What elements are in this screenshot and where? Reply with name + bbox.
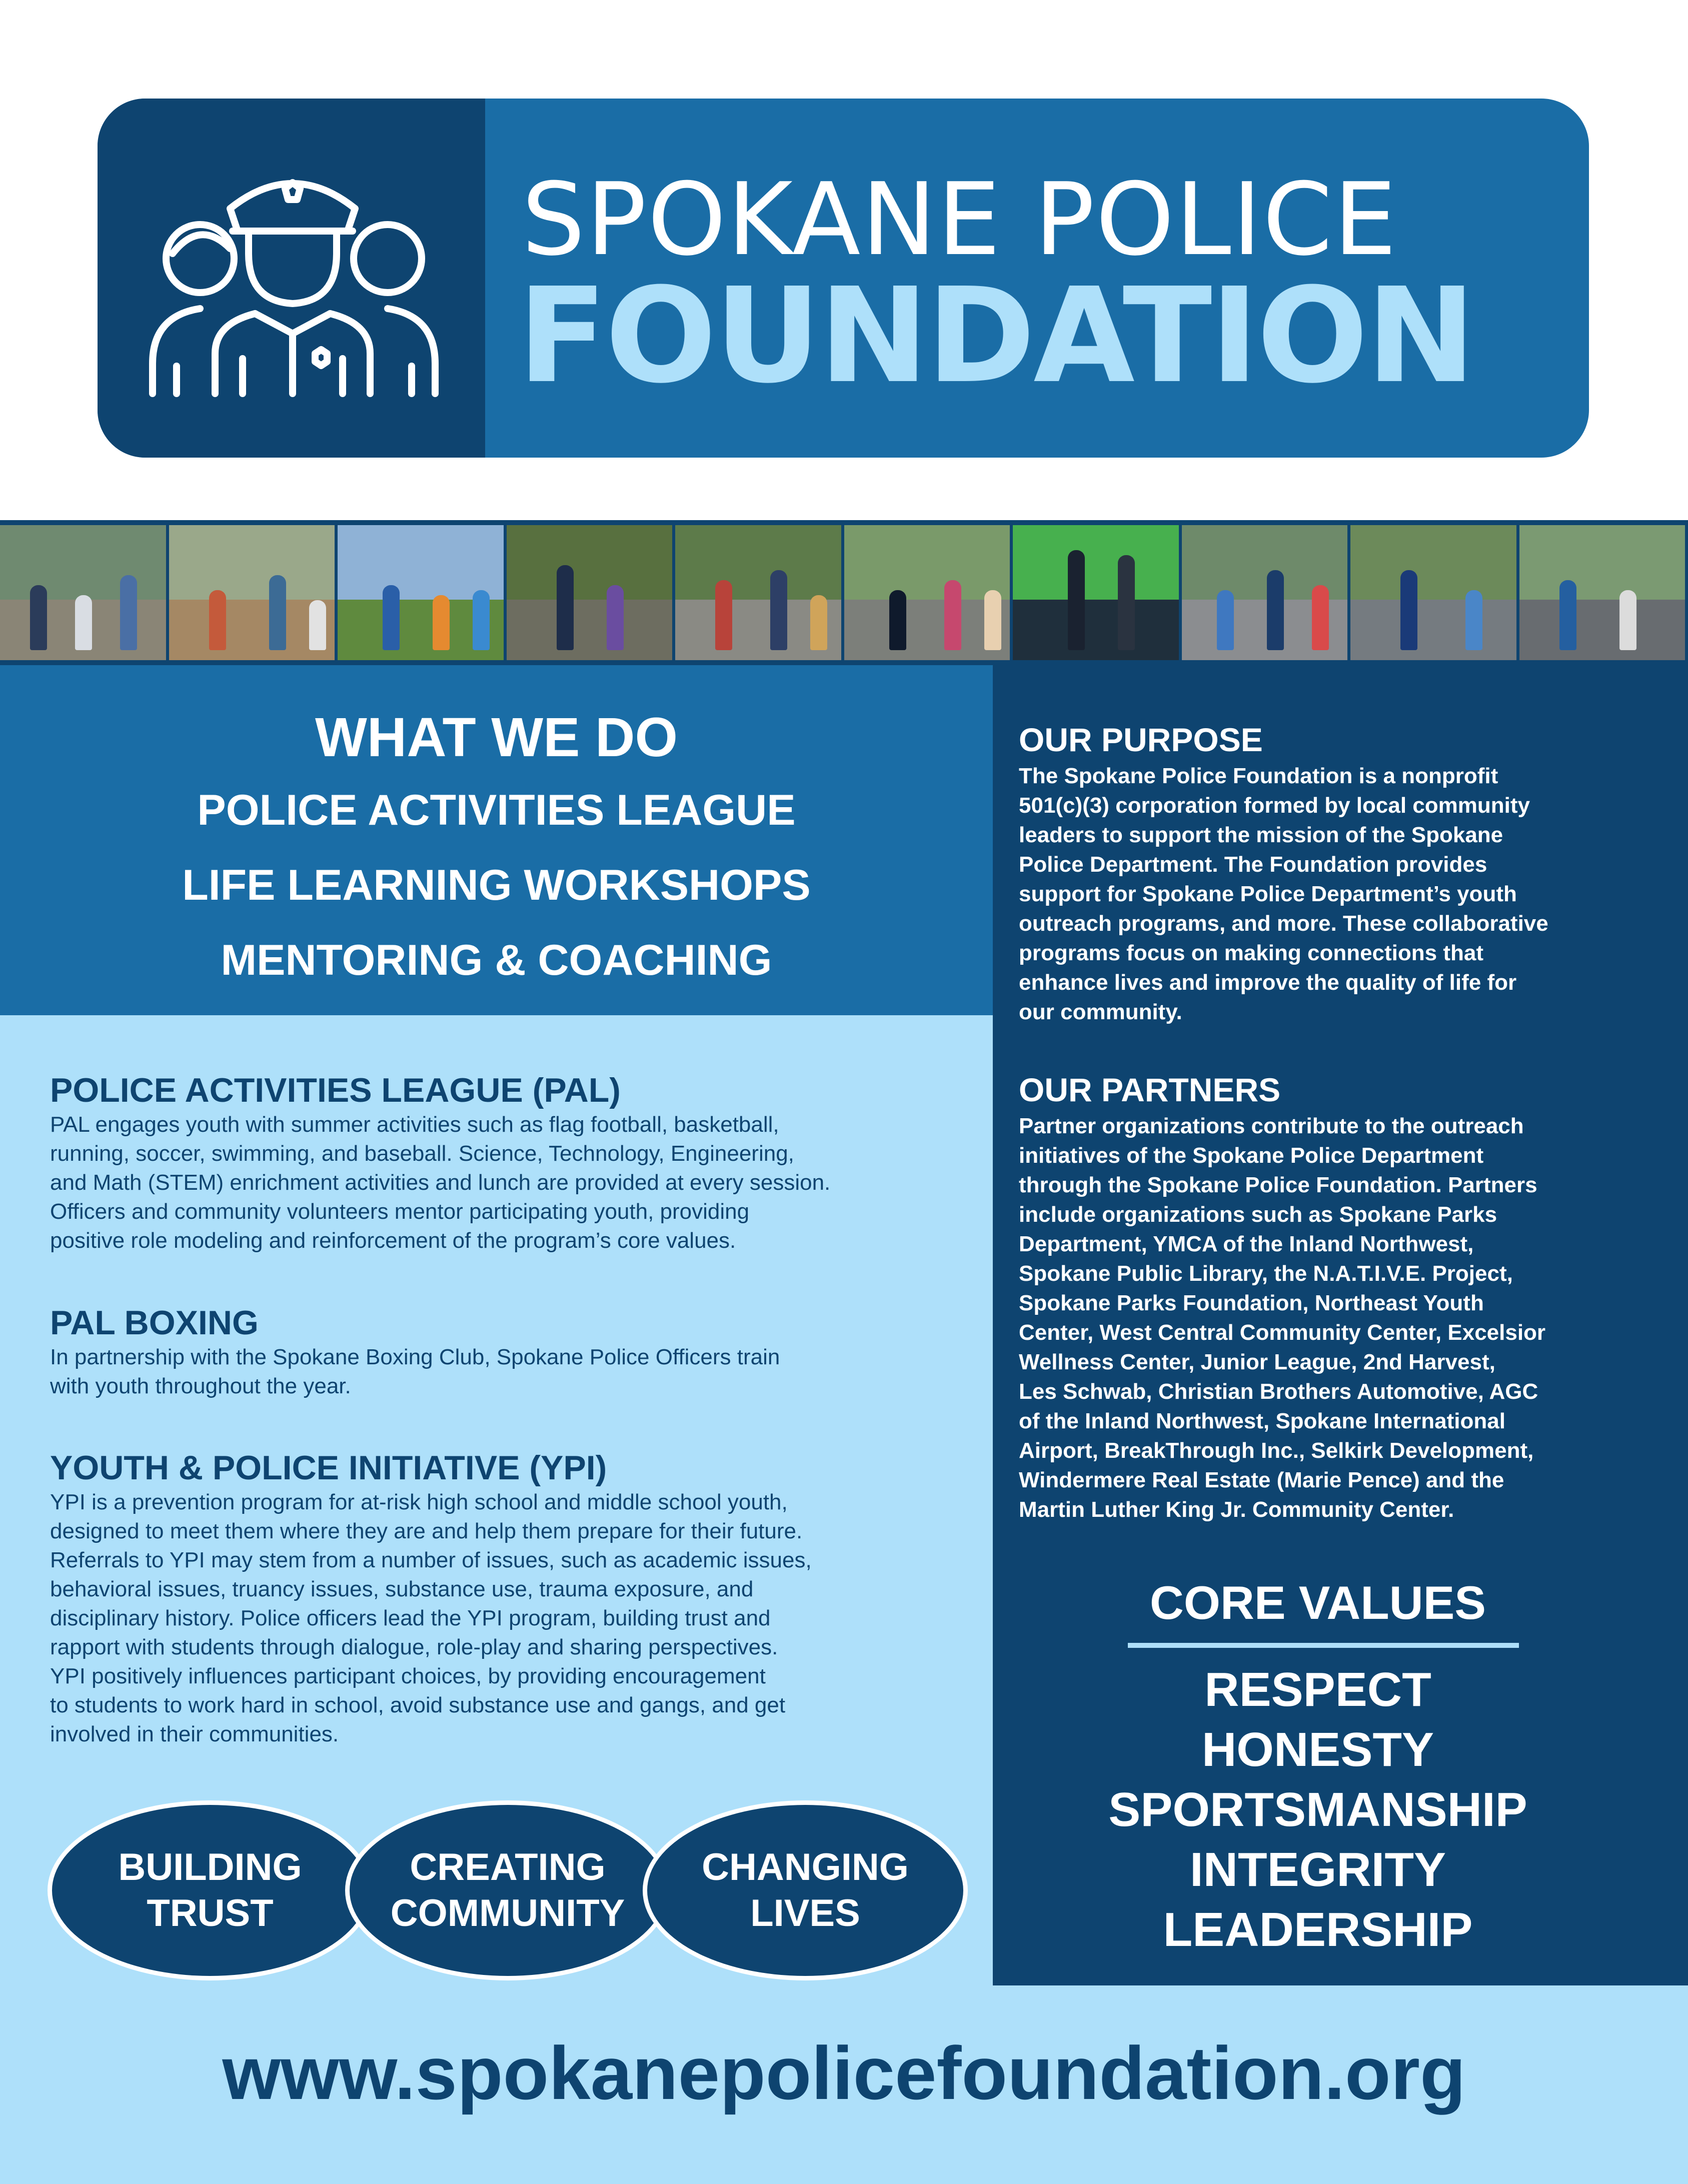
ypi-body: YPI is a prevention program for at-risk high school and middle school youth, designed to meet them where they are and help them prepare for their future. Referrals to YPI may stem from a number of issues, such as academic issues, behavioral issues, truancy issues, substance use, trauma exposure, and disciplinary history. Police officers lead the YPI program, building trust and rapport with students through dialogue, role-play and sharing perspectives. YPI positively influences participant choices, by providing encouragement to students to work hard in school, avoid substance use and gangs, and get involved in their communities. (50, 1490, 812, 1746)
pal-body: PAL engages youth with summer activities such as flag football, basketball, running, soccer, swimming, and baseball. Science, Technology, Engineering, and Math (STEM) enrichment activities and lunch are provided at every session. Officers and community volunteers mentor participating youth, providing positive role modeling and reinforcement of the program’s core values. (50, 1112, 831, 1253)
oval-building-trust (48, 1800, 373, 1980)
photo-youth-basketball (0, 525, 169, 660)
photo-strip (0, 520, 1688, 665)
core-value-item: LEADERSHIP (1163, 1903, 1473, 1956)
core-values-divider (1128, 1643, 1519, 1648)
photo-youth-baseball (169, 525, 338, 660)
photo-kids-on-court (1182, 525, 1351, 660)
what-we-do-item: MENTORING & COACHING (221, 936, 772, 984)
photo-officer-basketball (1350, 525, 1519, 660)
title-line-2: FOUNDATION (518, 260, 1474, 412)
oval-label: CREATING COMMUNITY (390, 1846, 625, 1934)
photo-park-activity (675, 525, 844, 660)
our-purpose-title: OUR PURPOSE (1019, 721, 1263, 758)
logo-panel (98, 99, 485, 458)
core-value-item: HONESTY (1201, 1723, 1434, 1776)
oval-label: BUILDING TRUST (118, 1846, 302, 1934)
core-value-item: RESPECT (1204, 1663, 1431, 1716)
ypi-title: YOUTH & POLICE INITIATIVE (YPI) (50, 1449, 607, 1487)
what-we-do-heading: WHAT WE DO (315, 707, 678, 768)
title-line-1: SPOKANE POLICE (522, 162, 1398, 278)
core-values-title: CORE VALUES (1150, 1576, 1486, 1629)
photo-group-outdoors (338, 525, 507, 660)
photo-officer-with-kids (507, 525, 676, 660)
police-officer-with-community-icon (118, 134, 468, 434)
our-partners-title: OUR PARTNERS (1019, 1071, 1281, 1108)
pal-title: POLICE ACTIVITIES LEAGUE (PAL) (50, 1071, 621, 1109)
photo-officer-and-child (1013, 525, 1182, 660)
header-banner (98, 99, 1589, 458)
what-we-do-panel (0, 665, 993, 1015)
pal-boxing-title: PAL BOXING (50, 1304, 259, 1342)
pal-boxing-body: In partnership with the Spokane Boxing Club, Spokane Police Officers train with youth throughout the year. (50, 1345, 780, 1398)
website-link[interactable]: www.spokanepolicefoundation.org (222, 2031, 1466, 2115)
oval-changing-lives (643, 1800, 968, 1980)
what-we-do-item: POLICE ACTIVITIES LEAGUE (197, 786, 796, 834)
right-column (993, 665, 1688, 1985)
core-value-item: INTEGRITY (1189, 1843, 1446, 1896)
photo-officer-kneeling (844, 525, 1013, 660)
core-value-item: SPORTSMANSHIP (1108, 1783, 1527, 1836)
footer (0, 1985, 1688, 2184)
oval-label: CHANGING LIVES (702, 1846, 909, 1934)
what-we-do-item: LIFE LEARNING WORKSHOPS (182, 861, 811, 909)
our-partners-body: Partner organizations contribute to the outreach initiatives of the Spokane Police Department through the Spokane Police Foundation. Partners include organizations such as Spokane Parks Department, YMCA of the Inland Northwest, Spokane Public Library, the N.A.T.I.V.E. Project, Spokane Parks Foundation, Northeast Youth Center, West Central Community Center, Excelsior Wellness Center, Junior League, 2nd Harvest, Les Schwab, Christian Brothers Automotive, AGC of the Inland Northwest, Spokane International Airport, BreakThrough Inc., Selkirk Development, Windermere Real Estate (Marie Pence) and the Martin Luther King Jr. Community Center. (1019, 1114, 1546, 1522)
our-purpose-body: The Spokane Police Foundation is a nonprofit 501(c)(3) corporation formed by local community leaders to support the mission of the Spokane Police Department. The Foundation provides support for Spokane Police Department’s youth outreach programs, and more. These collaborative programs focus on making connections that enhance lives and improve the quality of life for our community. (1019, 764, 1548, 1024)
photo-youth-running (1519, 525, 1688, 660)
oval-creating-community (345, 1800, 670, 1980)
